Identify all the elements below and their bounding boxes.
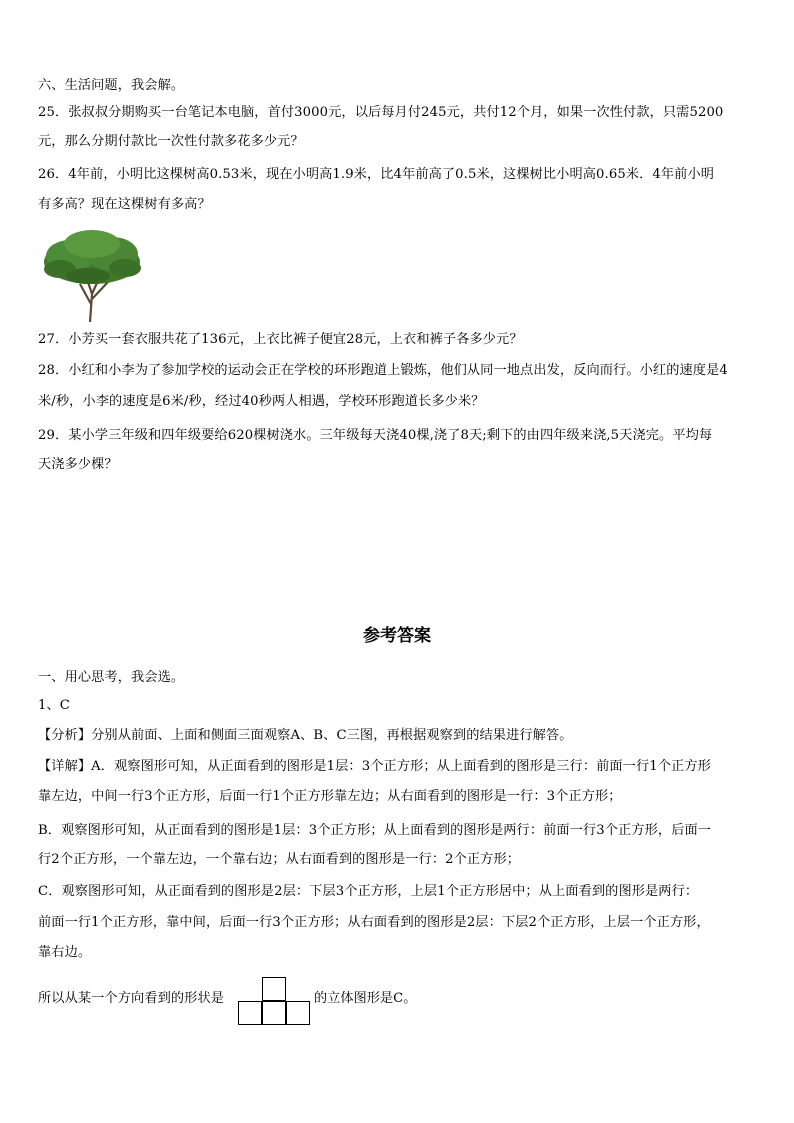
question-25-line1: 25．张叔叔分期购买一台笔记本电脑，首付3000元，以后每月付245元，共付12个月，如果一次性付款，只需5200 <box>38 105 724 120</box>
conclusion-suffix: 的立体图形是C。 <box>314 991 417 1006</box>
option-c-line1: C．观察图形可知，从正面看到的图形是2层：下层3个正方形，上层1个正方形居中；从上面看到的图形是两行： <box>38 884 699 899</box>
answers-section-heading: 一、用心思考，我会选。 <box>38 670 185 685</box>
option-c-line2: 前面一行1个正方形，靠中间，后面一行3个正方形；从右面看到的图形是2层：下层2个正方形，上层一个正方形， <box>38 915 710 930</box>
answers-title: 参考答案 <box>363 626 431 646</box>
conclusion-prefix: 所以从某一个方向看到的形状是 <box>38 991 225 1006</box>
question-26-line1: 26．4年前，小明比这棵树高0.53米，现在小明高1.9米，比4年前高了0.5米，这棵树比小明高0.65米．4年前小明 <box>38 167 715 182</box>
question-25-line2: 元，那么分期付款比一次性付款多花多少元？ <box>38 134 304 149</box>
section-heading: 六、生活问题，我会解。 <box>38 78 185 93</box>
detail-line1: 【详解】A．观察图形可知，从正面看到的图形是1层：3个正方形；从上面看到的图形是三行：前面一行1个正方形 <box>38 759 711 774</box>
cube-view-figure <box>237 977 311 1025</box>
question-26-line2: 有多高？现在这棵树有多高？ <box>38 197 211 212</box>
question-29-line1: 29．某小学三年级和四年级要给620棵树浇水。三年级每天浇40棵,浇了8天;剩下的由四年级来浇,5天浇完。平均每 <box>38 428 713 443</box>
question-27: 27．小芳买一套衣服共花了136元，上衣比裤子便宜28元，上衣和裤子各多少元？ <box>38 332 523 347</box>
question-28-line2: 米/秒，小李的速度是6米/秒，经过40秒两人相遇，学校环形跑道长多少米？ <box>38 394 485 409</box>
option-b-line1: B．观察图形可知，从正面看到的图形是1层：3个正方形；从上面看到的图形是两行：前面一行3个正方形，后面一 <box>38 823 712 838</box>
question-29-line2: 天浇多少棵？ <box>38 457 118 472</box>
question-28-line1: 28．小红和小李为了参加学校的运动会正在学校的环形跑道上锻炼，他们从同一地点出发，反向而行。小红的速度是4 <box>38 363 728 378</box>
option-b-line2: 行2个正方形，一个靠左边，一个靠右边；从右面看到的图形是一行：2个正方形； <box>38 852 521 867</box>
analysis-text: 【分析】分别从前面、上面和侧面三面观察A、B、C三图，再根据观察到的结果进行解答。 <box>38 728 573 743</box>
answer-1: 1、C <box>38 698 70 713</box>
tree-icon <box>40 224 144 324</box>
option-c-line3: 靠右边。 <box>38 945 92 960</box>
detail-line2: 靠左边，中间一行3个正方形，后面一行1个正方形靠左边；从右面看到的图形是一行：3个正方形； <box>38 789 622 804</box>
